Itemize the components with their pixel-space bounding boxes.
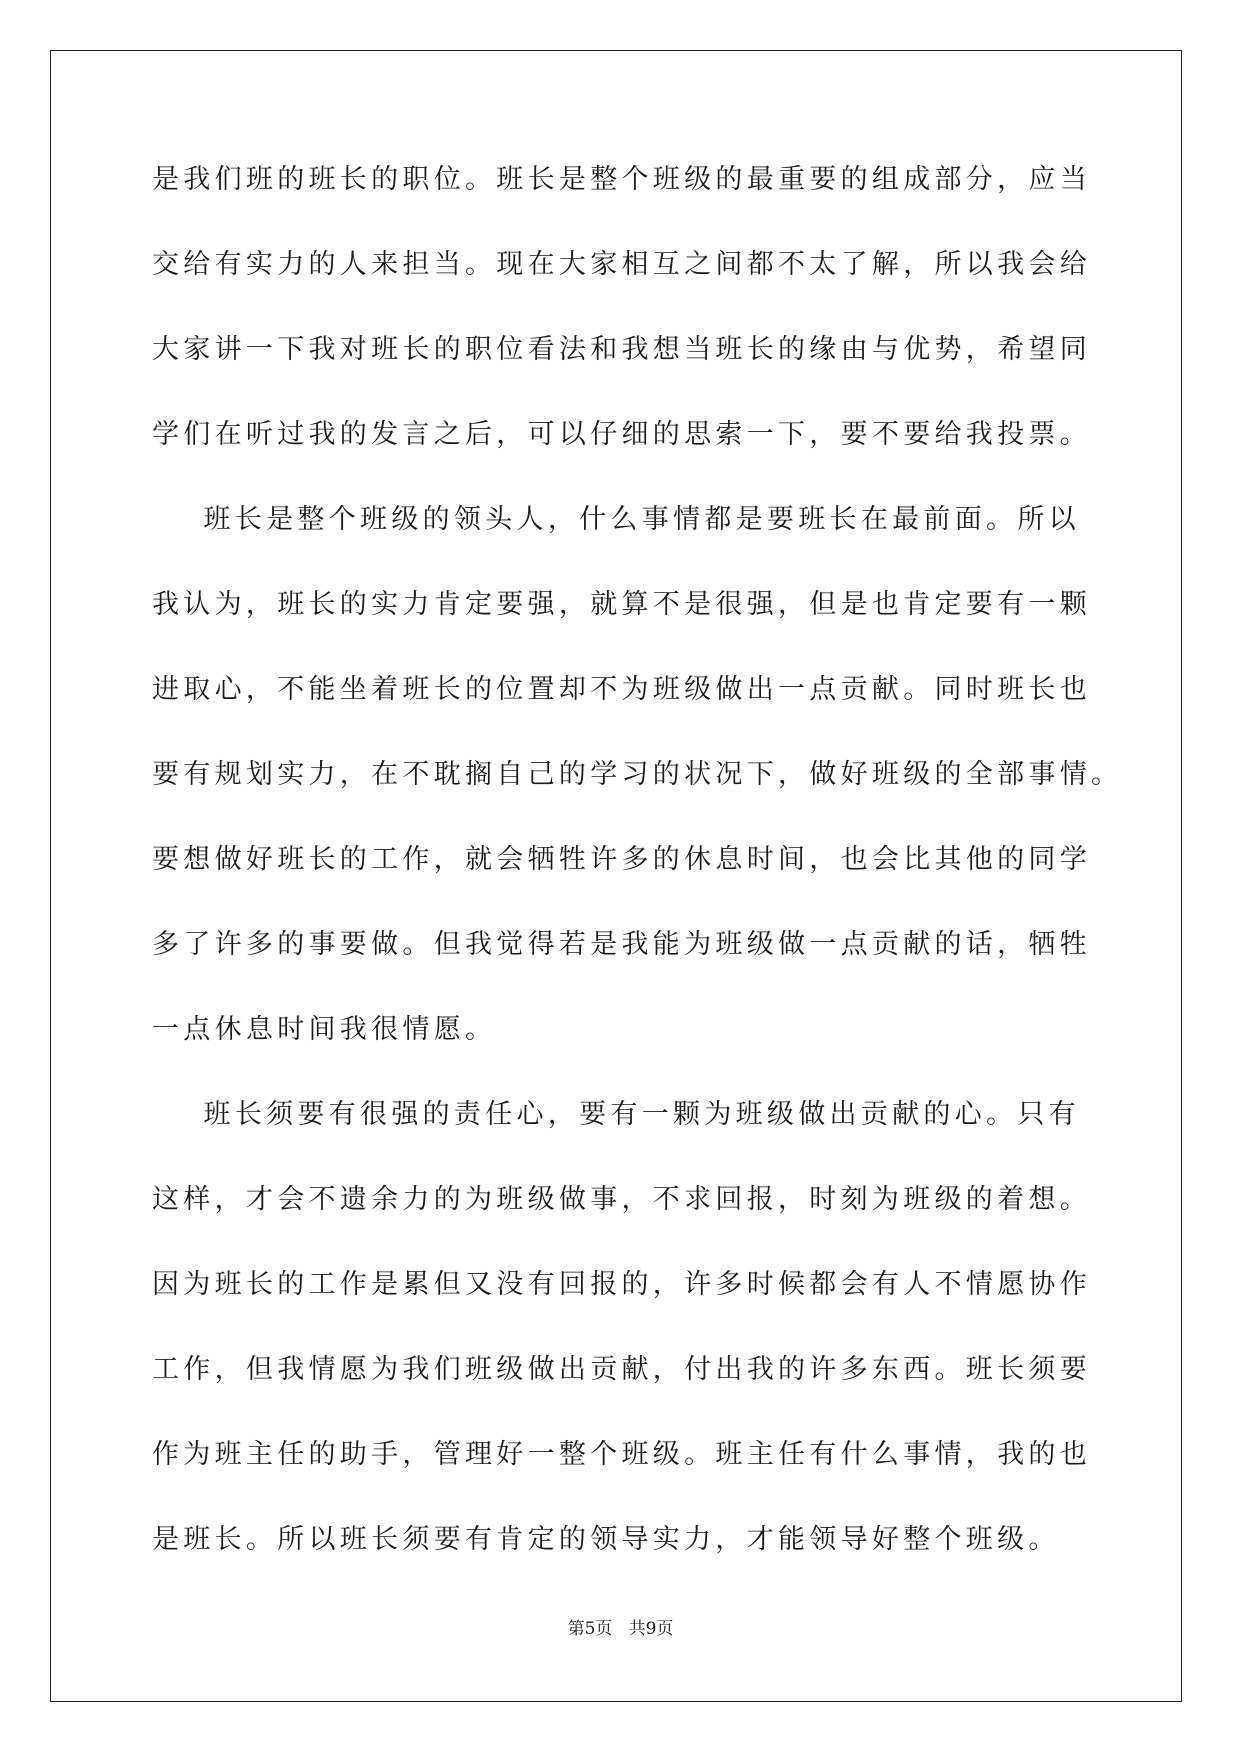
text-line: 是我们班的班长的职位。班长是整个班级的最重要的组成部分，应当: [152, 164, 1091, 195]
document-body: [152, 152, 1123, 1597]
text-line: 作为班主任的助手，管理好一整个班级。班主任有什么事情，我的也: [152, 1439, 1091, 1470]
page-number-label: 第5页 共9页: [567, 1619, 674, 1639]
text-line: 因为班长的工作是累但又没有回报的，许多时候都会有人不情愿协作: [152, 1269, 1091, 1300]
text-line: 要有规划实力，在不耽搁自己的学习的状况下，做好班级的全部事情。: [152, 759, 1123, 790]
text-line: 班长须要有很强的责任心，要有一颗为班级做出贡献的心。只有: [152, 1099, 1080, 1130]
text-line: 多了许多的事要做。但我觉得若是我能为班级做一点贡献的话，牺牲: [152, 929, 1091, 960]
text-line: 大家讲一下我对班长的职位看法和我想当班长的缘由与优势，希望同: [152, 334, 1091, 365]
text-line: 这样，才会不遗余力的为班级做事，不求回报，时刻为班级的着想。: [152, 1184, 1091, 1215]
text-line: 我认为，班长的实力肯定要强，就算不是很强，但是也肯定要有一颗: [152, 589, 1091, 620]
text-line: 一点休息时间我很情愿。: [152, 1014, 497, 1045]
text-line: 要想做好班长的工作，就会牺牲许多的休息时间，也会比其他的同学: [152, 844, 1091, 875]
text-line: 学们在听过我的发言之后，可以仔细的思索一下，要不要给我投票。: [152, 419, 1091, 450]
text-line: 是班长。所以班长须要有肯定的领导实力，才能领导好整个班级。: [152, 1524, 1060, 1555]
page-footer: [0, 1614, 1241, 1639]
text-line: 交给有实力的人来担当。现在大家相互之间都不太了解，所以我会给: [152, 249, 1091, 280]
text-line: 进取心，不能坐着班长的位置却不为班级做出一点贡献。同时班长也: [152, 674, 1091, 705]
text-line: 工作，但我情愿为我们班级做出贡献，付出我的许多东西。班长须要: [152, 1354, 1091, 1385]
text-line: 班长是整个班级的领头人，什么事情都是要班长在最前面。所以: [152, 504, 1080, 535]
